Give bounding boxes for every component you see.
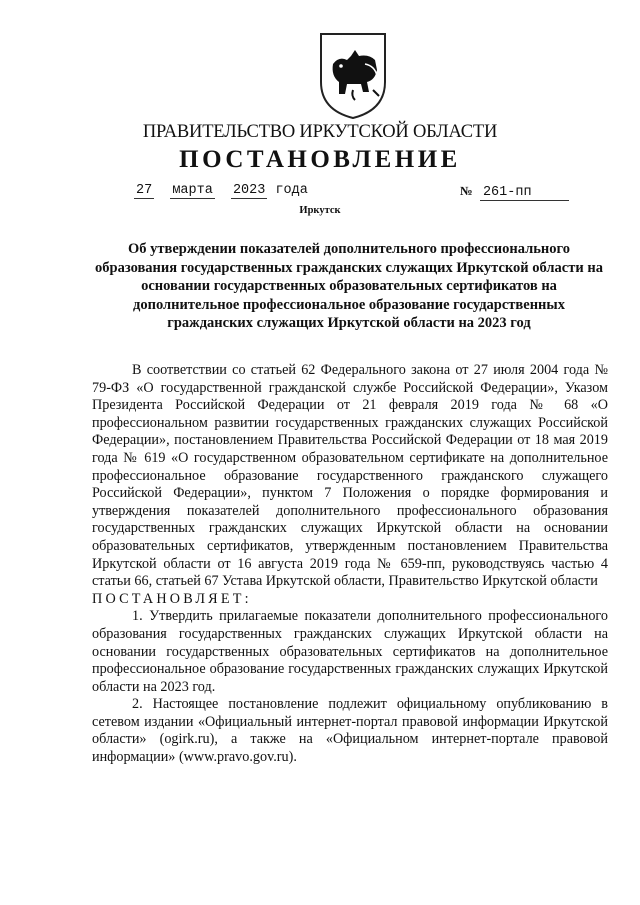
- document-type: ПОСТАНОВЛЕНИЕ: [179, 146, 461, 173]
- preamble-paragraph: В соответствии со статьей 62 Федерального закона от 27 июля 2004 года № 79-ФЗ «О государственной гражданской службе Российской Федерации», Указом Президента Российской Федерации от 21 февраля 2019 года № 68 «О профессиональном развитии государственных гражданских служащих Российской Федерации», постановлением Правительства Российской Федерации от 18 мая 2019 года № 619 «О государственном образовательном сертификате на дополнительное профессиональное образование государственного гражданского служащего Российской Федерации», пунктом 7 Положения о порядке формирования и утверждения показателей дополнительного профессионального образования государственных гражданских служащих Иркутской области на основании образовательных сертификатов, утвержденным постановлением Правительства Иркутской области от 16 августа 2019 года № 659-пп, руководствуясь частью 4 статьи 66, статьей 67 Устава Иркутской области, Правительство Иркутской области: [92, 362, 608, 590]
- date-day: 27: [136, 183, 153, 198]
- item-2-paragraph: 2. Настоящее постановление подлежит официальному опубликованию в сетевом издании «Официальный интернет-портал правовой информации Иркутской области» (ogirk.ru), а также на «Официальном интернет-портале правовой информации» (www.pravo.gov.ru).: [92, 696, 608, 766]
- number-value: 261-пп: [480, 185, 569, 201]
- document-number: [460, 183, 569, 201]
- date-year-word: года: [275, 183, 308, 198]
- date-month: марта: [172, 183, 213, 198]
- document-place: Иркутск: [299, 205, 341, 216]
- government-name: ПРАВИТЕЛЬСТВО ИРКУТСКОЙ ОБЛАСТИ: [142, 122, 498, 142]
- document-date: [134, 183, 308, 199]
- date-year: 2023: [232, 183, 266, 198]
- document-body: [92, 362, 608, 767]
- item-1-paragraph: 1. Утвердить прилагаемые показатели дополнительного профессионального образования государственных гражданских служащих Иркутской области на основании государственных образовательных сертификатов на дополнительное профессиональное образование государственных гражданских служащих Иркутской области на 2023 год.: [92, 608, 608, 695]
- number-sign: №: [460, 184, 473, 198]
- document-title: Об утверждении показателей дополнительного профессионального образования государственных гражданских служащих Иркутской области на основании государственных образовательных сертификатов на дополнительное профессиональное образование государственных гражданских служащих Иркутской области на 2023 год: [95, 241, 603, 331]
- resolves-heading: ПОСТАНОВЛЯЕТ:: [92, 590, 252, 607]
- irkutsk-coat-of-arms-icon: [317, 30, 389, 120]
